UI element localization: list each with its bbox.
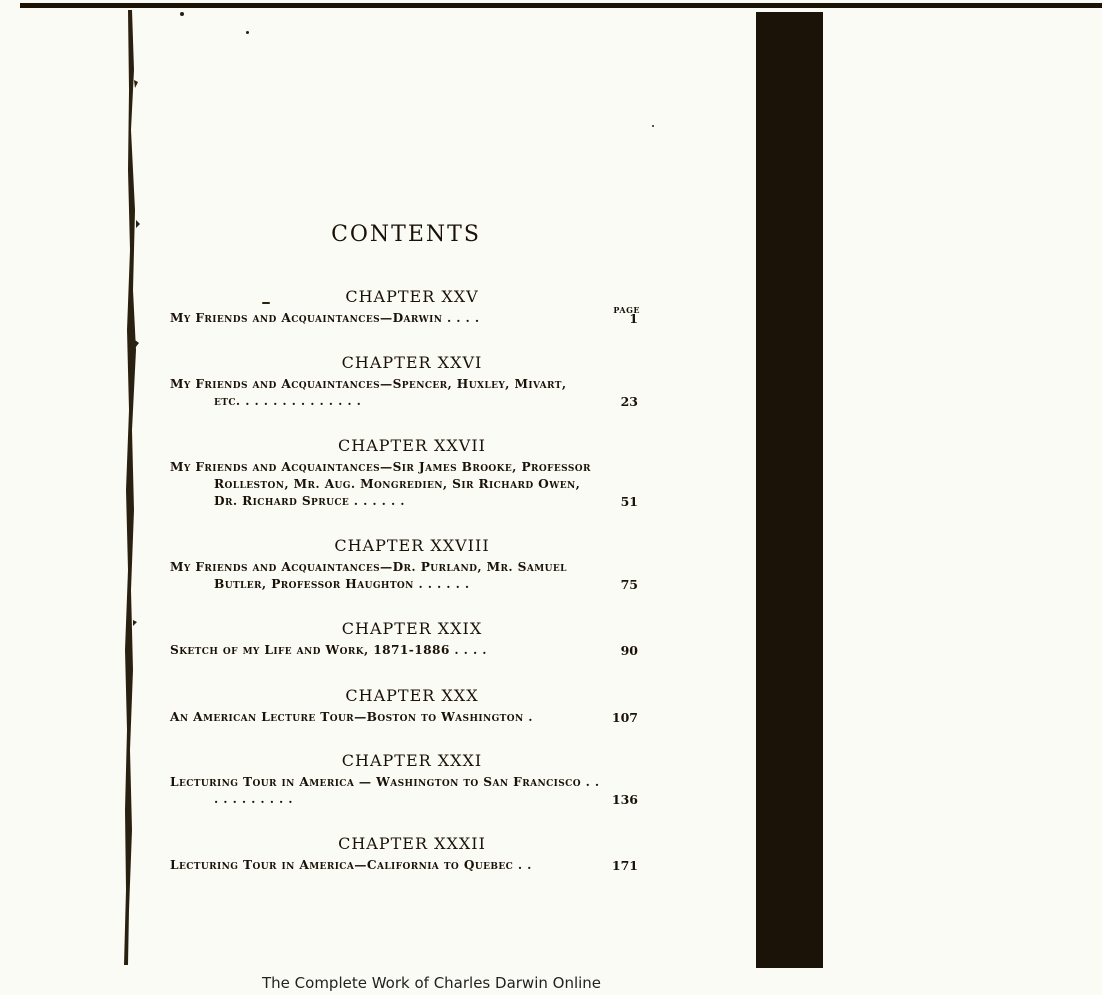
chapter-heading: CHAPTER XXX bbox=[345, 686, 479, 705]
page-number: 171 bbox=[611, 858, 638, 873]
chapter-heading: CHAPTER XXVIII bbox=[334, 536, 490, 555]
chapter-description: An American Lecture Tour—Boston to Washington . bbox=[170, 710, 533, 724]
chapter-entry bbox=[170, 834, 638, 874]
paper-speck bbox=[180, 12, 184, 16]
page-number: 1 bbox=[629, 311, 638, 326]
chapter-description: Lecturing Tour in America—California to Quebec . . bbox=[170, 858, 532, 872]
chapter-entry bbox=[170, 287, 638, 327]
chapter-description: My Friends and Acquaintances—Darwin . . . . bbox=[170, 311, 480, 325]
page-number: 107 bbox=[611, 710, 638, 725]
source-footer: The Complete Work of Charles Darwin Online bbox=[262, 974, 602, 992]
binding-edge bbox=[122, 10, 142, 965]
chapter-heading: CHAPTER XXXII bbox=[338, 834, 486, 853]
chapter-description: My Friends and Acquaintances—Dr. Purland, Mr. Samuel Butler, Professor Haughton . . . . . . bbox=[170, 560, 567, 591]
chapter-description: Lecturing Tour in America — Washington to San Francisco . . . . . . . . . . . bbox=[170, 775, 600, 806]
page-column-label: PAGE bbox=[613, 305, 640, 315]
chapter-description: My Friends and Acquaintances—Sir James Brooke, Professor Rolleston, Mr. Aug. Mongredien, Sir Richard Owen, Dr. Richard Spruce . . . . . . bbox=[170, 460, 591, 508]
chapter-entry bbox=[170, 751, 638, 808]
chapter-heading: CHAPTER XXVII bbox=[338, 436, 486, 455]
chapter-heading: CHAPTER XXIX bbox=[341, 619, 483, 638]
page-number: 136 bbox=[611, 792, 638, 807]
facing-page-edge bbox=[756, 12, 823, 968]
page-number: 90 bbox=[620, 643, 638, 658]
chapter-entry bbox=[170, 436, 638, 510]
page-number: 23 bbox=[620, 394, 638, 409]
chapter-entry bbox=[170, 353, 638, 410]
chapter-heading: CHAPTER XXV bbox=[345, 287, 479, 306]
chapter-heading: CHAPTER XXVI bbox=[341, 353, 483, 372]
paper-speck bbox=[246, 31, 249, 34]
chapter-heading: CHAPTER XXXI bbox=[341, 751, 483, 770]
page-number: 51 bbox=[620, 494, 638, 509]
chapter-description: My Friends and Acquaintances—Spencer, Huxley, Mivart, etc. . . . . . . . . . . . . . bbox=[170, 377, 567, 408]
chapter-description: Sketch of my Life and Work, 1871-1886 . . . . bbox=[170, 643, 487, 657]
page-title: CONTENTS bbox=[331, 222, 481, 247]
paper-speck bbox=[652, 125, 654, 127]
chapter-entry bbox=[170, 619, 638, 659]
top-rule bbox=[20, 3, 1102, 8]
page-number: 75 bbox=[620, 577, 638, 592]
chapter-entry bbox=[170, 686, 638, 726]
chapter-entry bbox=[170, 536, 638, 593]
